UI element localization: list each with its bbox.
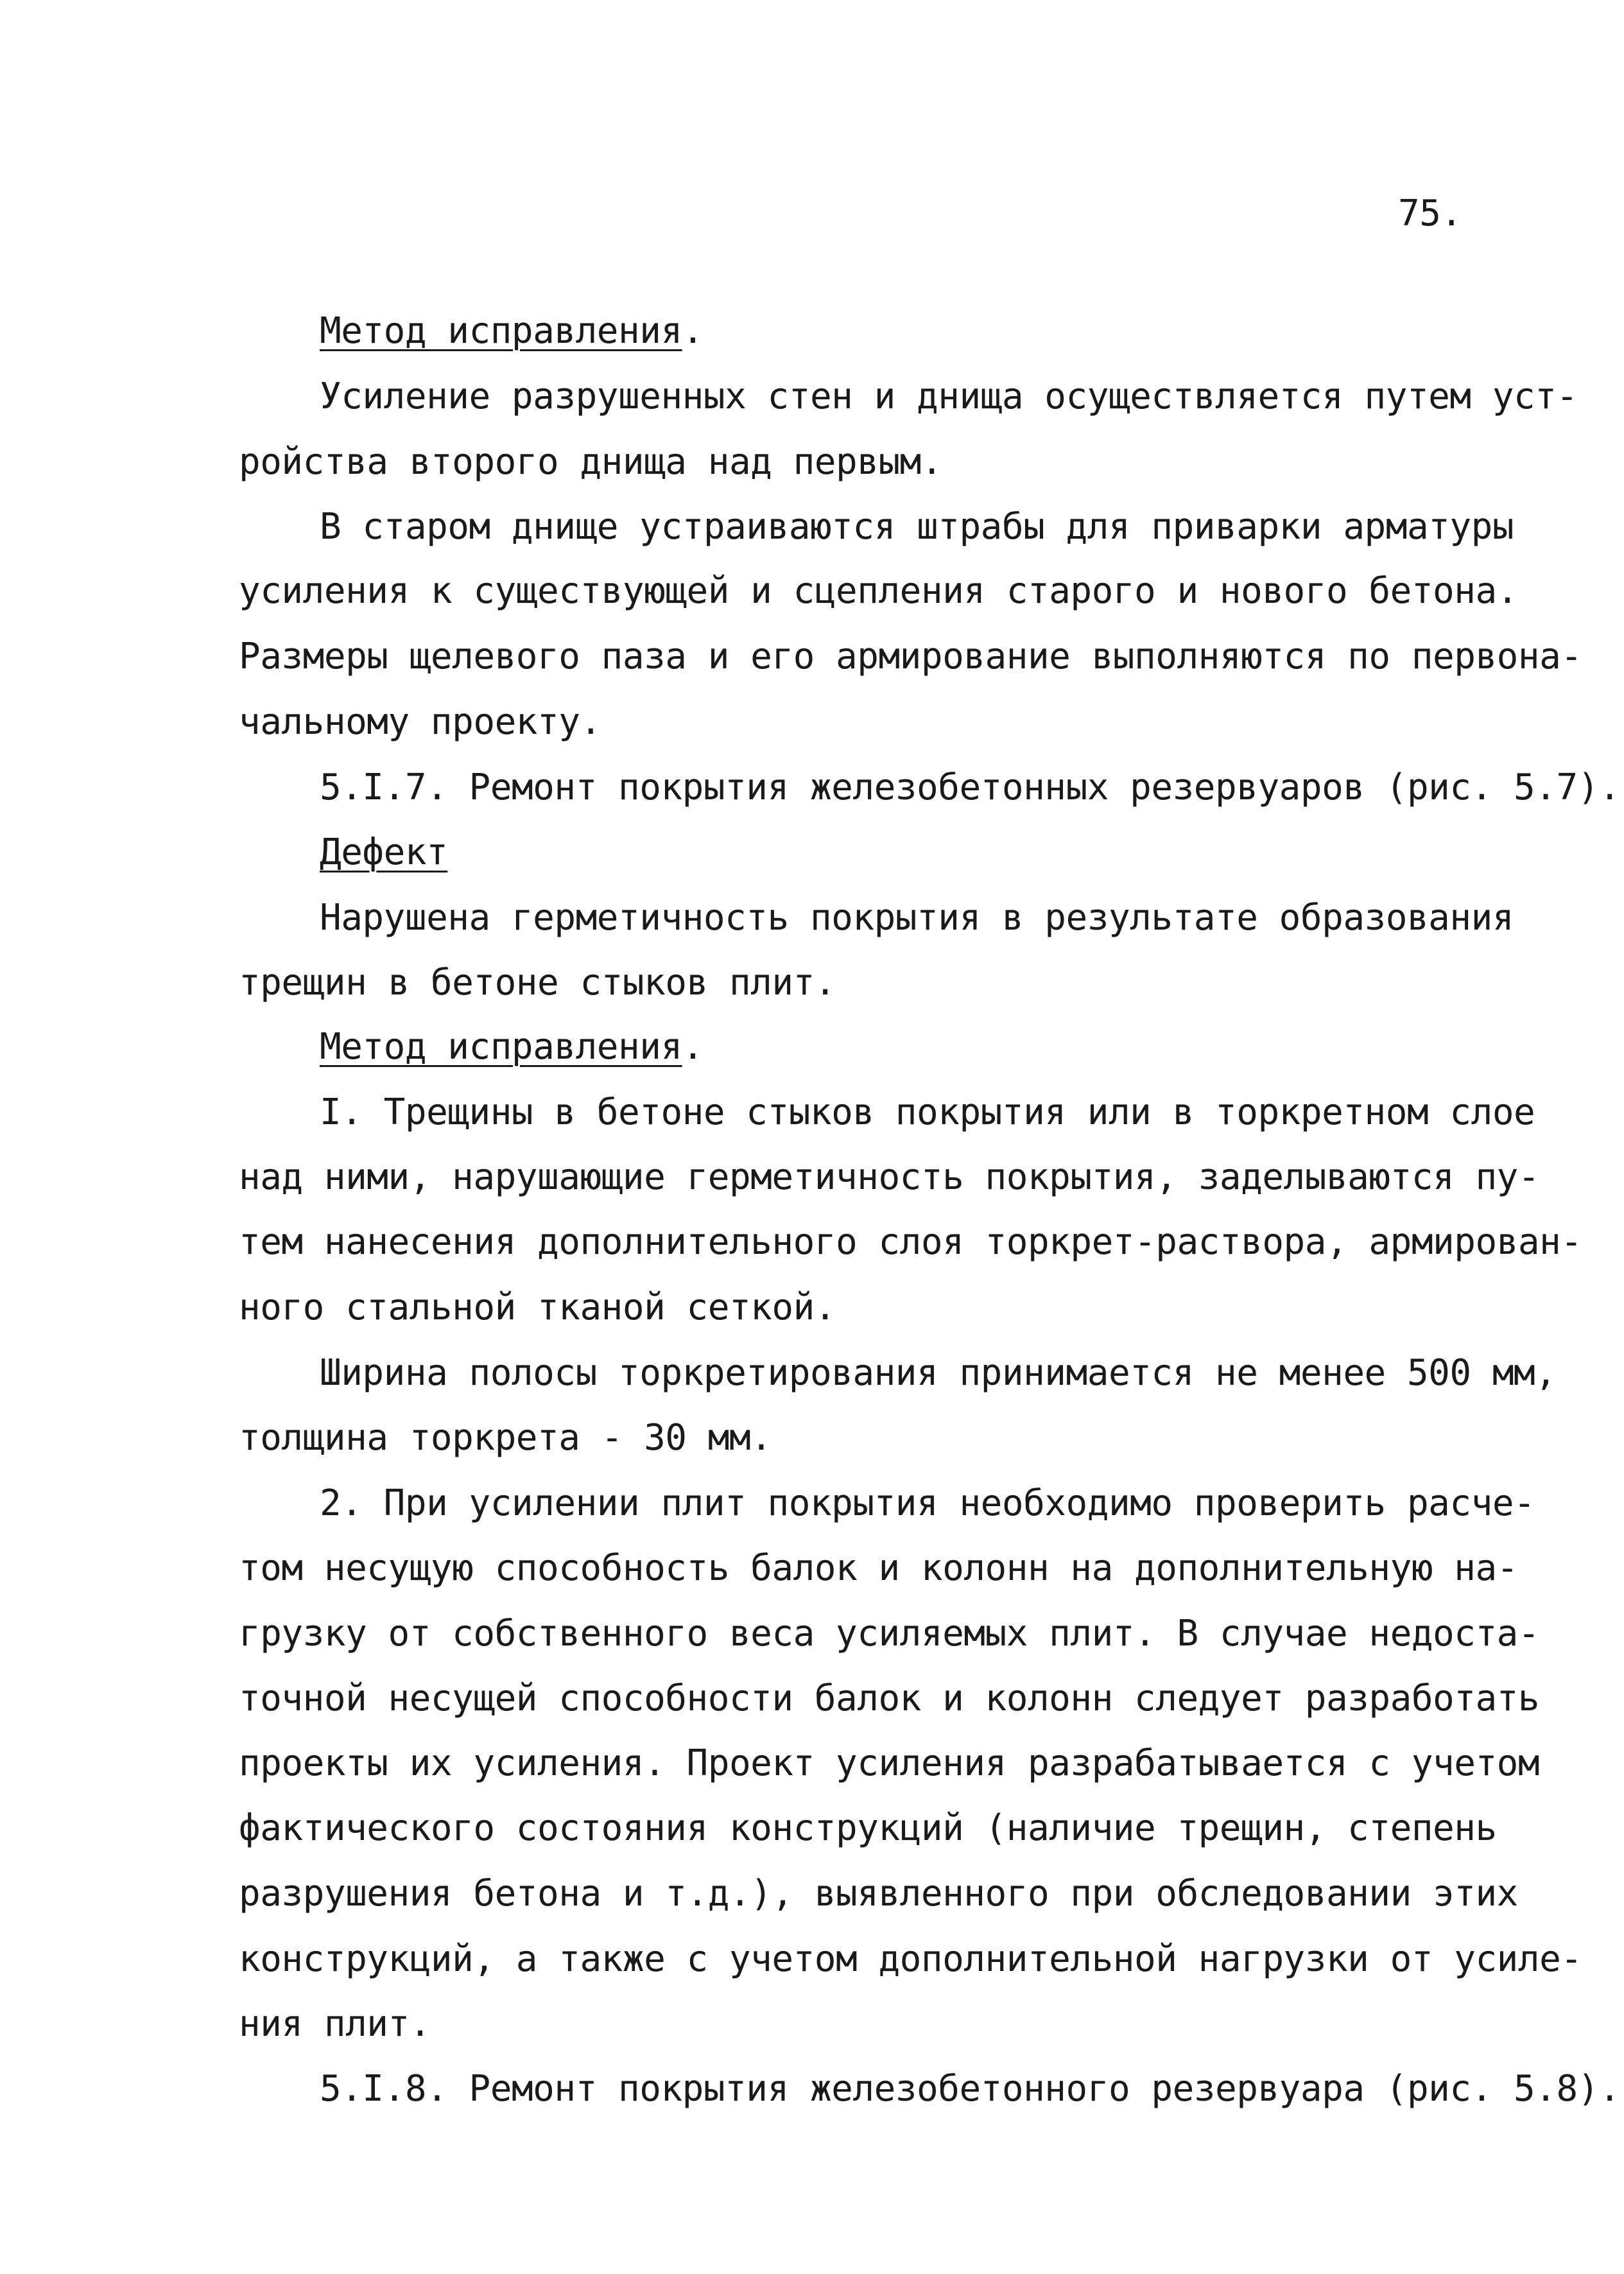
section-heading-5-1-7: 5.I.7. Ремонт покрытия железобетонных резервуаров (рис. 5.7). bbox=[320, 767, 1621, 808]
paragraph-line: конструкций, а также с учетом дополнительной нагрузки от усиле- bbox=[239, 1938, 1582, 1980]
paragraph-line: Нарушена герметичность покрытия в результате образования bbox=[320, 897, 1514, 939]
paragraph-line: разрушения бетона и т.д.), выявленного при обследовании этих bbox=[239, 1873, 1518, 1914]
paragraph-line: I. Трещины в бетоне стыков покрытия или в торкретном слое bbox=[320, 1091, 1535, 1133]
paragraph-line: трещин в бетоне стыков плит. bbox=[239, 962, 836, 1003]
paragraph-line: ния плит. bbox=[239, 2003, 431, 2045]
page-number: 75. bbox=[1398, 193, 1462, 234]
section-heading-5-1-8: 5.I.8. Ремонт покрытия железобетонного резервуара (рис. 5.8). bbox=[320, 2068, 1621, 2110]
heading-method-1 bbox=[320, 310, 704, 352]
paragraph-line: усиления к существующей и сцепления старого и нового бетона. bbox=[239, 570, 1518, 612]
paragraph-line: Ширина полосы торкретирования принимается не менее 500 мм, bbox=[320, 1352, 1557, 1394]
heading-method-1-text: Метод исправления bbox=[320, 310, 682, 352]
paragraph-line: грузку от собственного веса усиляемых плит. В случае недоста- bbox=[239, 1613, 1540, 1654]
paragraph-line: фактического состояния конструкций (наличие трещин, степень bbox=[239, 1807, 1497, 1849]
heading-method-1-period: . bbox=[682, 310, 704, 352]
paragraph-line: проекты их усиления. Проект усиления разрабатывается с учетом bbox=[239, 1742, 1540, 1784]
paragraph-line: тем нанесения дополнительного слоя торкрет-раствора, армирован- bbox=[239, 1221, 1582, 1263]
paragraph-line: ройства второго днища над первым. bbox=[239, 441, 943, 483]
paragraph-line: над ними, нарушающие герметичность покрытия, заделываются пу- bbox=[239, 1156, 1540, 1198]
paragraph-line: точной несущей способности балок и колонн следует разработать bbox=[239, 1678, 1540, 1719]
paragraph-line: Усиление разрушенных стен и днища осуществляется путем уст- bbox=[320, 376, 1578, 417]
heading-defect-text: Дефект bbox=[320, 831, 448, 873]
heading-method-2-text: Метод исправления bbox=[320, 1026, 682, 1068]
paragraph-line: Размеры щелевого паза и его армирование выполняются по первона- bbox=[239, 636, 1582, 677]
paragraph-line: чальному проекту. bbox=[239, 701, 601, 743]
paragraph-line: ного стальной тканой сеткой. bbox=[239, 1287, 836, 1328]
heading-defect bbox=[320, 831, 448, 873]
heading-method-2-period: . bbox=[682, 1026, 704, 1068]
paragraph-line: толщина торкрета - 30 мм. bbox=[239, 1417, 772, 1459]
paragraph-line: В старом днище устраиваются штрабы для приварки арматуры bbox=[320, 506, 1514, 548]
heading-method-2 bbox=[320, 1026, 704, 1068]
paragraph-line: 2. При усилении плит покрытия необходимо проверить расче- bbox=[320, 1482, 1535, 1524]
paragraph-line: том несущую способность балок и колонн на дополнительную на- bbox=[239, 1547, 1518, 1589]
